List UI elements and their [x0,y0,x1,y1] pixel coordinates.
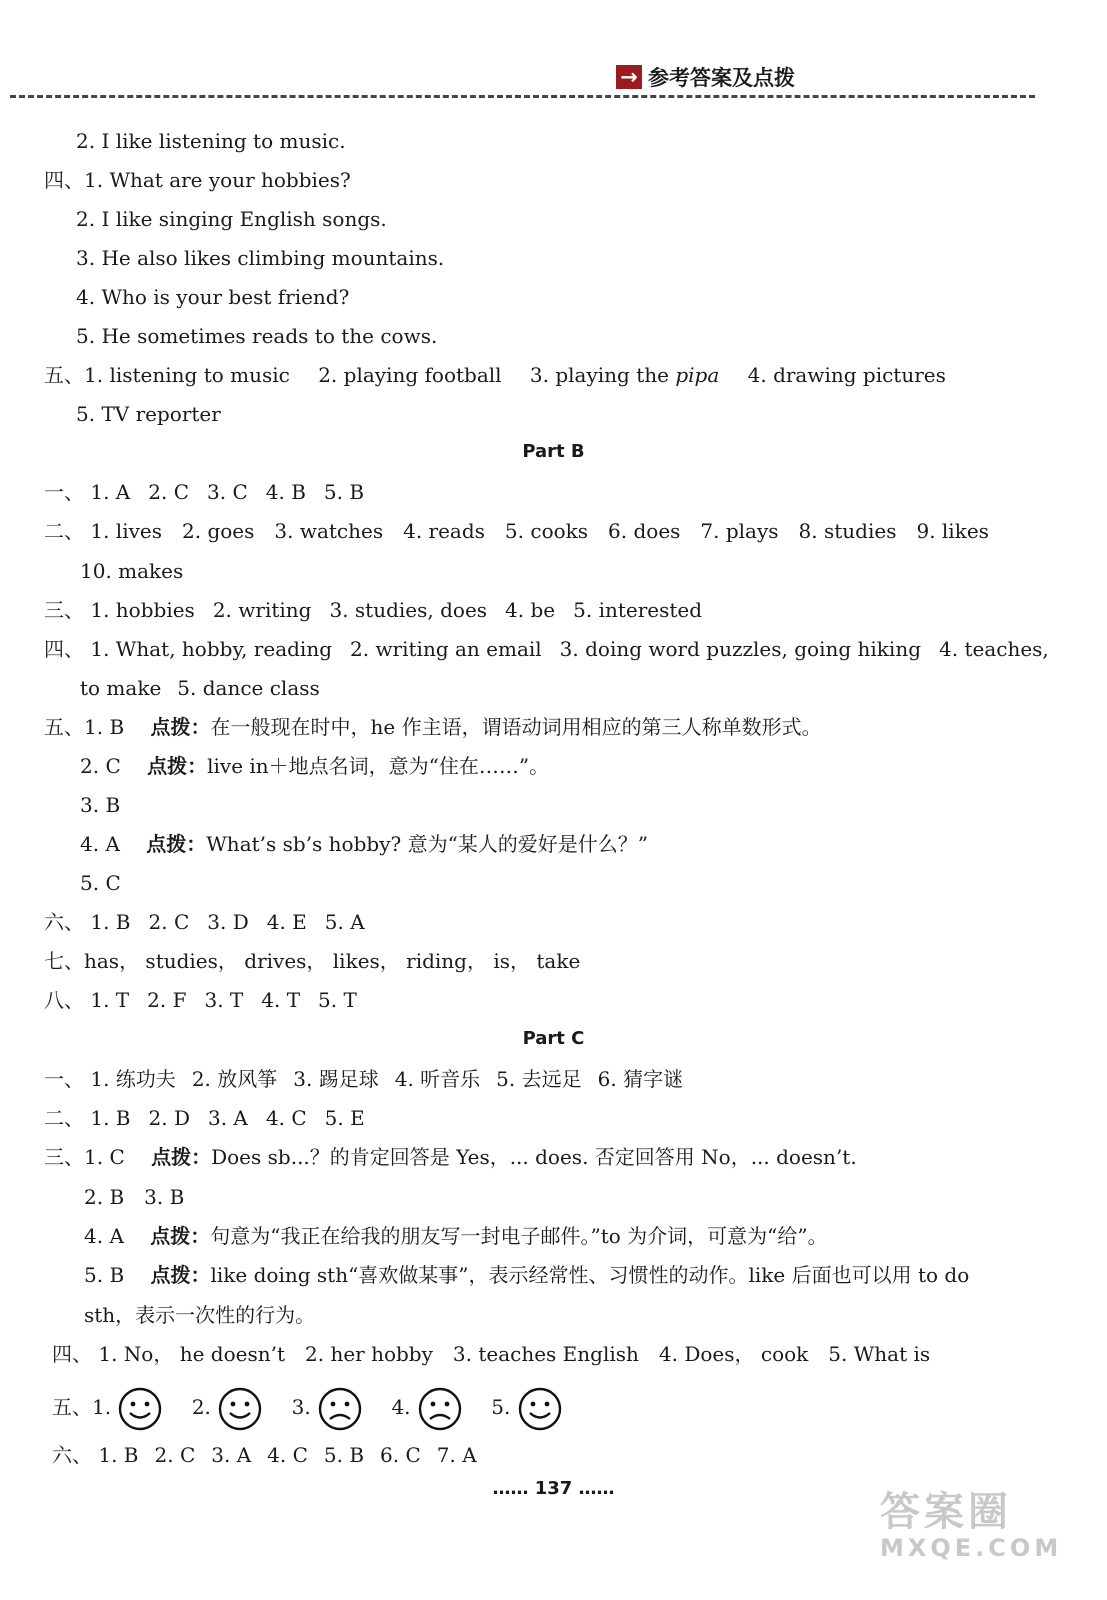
section-label: 三、 [44,598,84,622]
answer-line: 3. B [80,793,121,817]
frown-face-icon [317,1386,363,1432]
part-c-heading: Part C [522,1028,585,1049]
frown-face-icon [417,1386,463,1432]
answer-line: 六、 1. B 2. C 3. A 4. C 5. B 6. C 7. A [52,1443,477,1467]
part-b-heading: Part B [522,441,585,462]
section-label: 五、 [44,363,84,387]
section-label: 一、 [44,1067,84,1091]
answer-line: 2. I like listening to music. [76,129,346,153]
section-label: 四、 [44,637,84,661]
answer-line: 2. I like singing English songs. [76,207,387,231]
section-label: 六、 [52,1443,92,1467]
answer-line: 10. makes [80,559,184,583]
answer-line: 五、1. listening to music 2. playing football 3. playing the pipa 4. drawing pictures [44,363,946,387]
smile-face-icon [517,1386,563,1432]
answer-line: 4. Who is your best friend? [76,285,350,309]
answer-line: 4. A 点拨：句意为“我正在给我的朋友写一封电子邮件。”to 为介词，可意为“给”。 [84,1224,828,1248]
header-title-text: 参考答案及点拨 [648,66,795,90]
smile-face-icon [117,1386,163,1432]
answer-line: 二、 1. lives 2. goes 3. watches 4. reads 5. cooks 6. does 7. plays 8. studies 9. likes [44,519,989,543]
answer-line: 5. TV reporter [76,402,221,426]
answer-line: 七、has， studies， drives， likes， riding， is， take [44,949,581,973]
section-label: 三、 [44,1145,84,1169]
section-label: 四、 [52,1342,92,1366]
answer-line: 五、1. B 点拨：在一般现在时中，he 作主语，谓语动词用相应的第三人称单数形式。 [44,715,822,739]
tip-label: 点拨： [147,754,208,778]
answer-line: 一、 1. A 2. C 3. C 4. B 5. B [44,480,365,504]
answer-line: 二、 1. B 2. D 3. A 4. C 5. E [44,1106,365,1130]
answer-line: 三、 1. hobbies 2. writing 3. studies, does 4. be 5. interested [44,598,703,622]
answer-line: 4. A 点拨：What’s sb’s hobby? 意为“某人的爱好是什么？” [80,832,649,856]
tip-label: 点拨： [150,1224,211,1248]
header-title [616,62,795,92]
section-label: 四、 [44,168,84,192]
header-divider [10,95,1035,98]
answer-line: 5. C [80,871,121,895]
tip-label: 点拨： [146,832,207,856]
faces-row: 五、1. 2. 3. 4. 5. [52,1384,563,1432]
answer-line: 四、1. What are your hobbies? [44,168,351,192]
answer-line: sth，表示一次性的行为。 [84,1303,316,1327]
answer-line: 四、 1. What, hobby, reading 2. writing an email 3. doing word puzzles, going hiking 4. teaches, [44,637,1049,661]
section-label: 二、 [44,519,84,543]
answer-line: 四、 1. No， he doesn’t 2. her hobby 3. teaches English 4. Does， cook 5. What is [52,1342,931,1366]
answer-line: 2. B 3. B [84,1185,185,1209]
tip-label: 点拨： [151,1145,212,1169]
section-label: 二、 [44,1106,84,1130]
section-label: 七、 [44,949,84,973]
section-label: 六、 [44,910,84,934]
tip-label: 点拨： [150,1263,211,1287]
tip-label: 点拨： [150,715,211,739]
section-label: 五、 [52,1395,92,1419]
answer-line: 三、1. C 点拨：Does sb...？的肯定回答是 Yes，... does. 否定回答用 No，... doesn’t. [44,1145,857,1169]
answer-line: to make 5. dance class [80,676,320,700]
answer-line: 5. He sometimes reads to the cows. [76,324,438,348]
arrow-icon: → [616,65,642,89]
answer-line: 八、 1. T 2. F 3. T 4. T 5. T [44,988,357,1012]
smile-face-icon [217,1386,263,1432]
answer-line: 5. B 点拨：like doing sth“喜欢做某事”，表示经常性、习惯性的动作。like 后面也可以用 to do [84,1263,970,1287]
section-label: 八、 [44,988,84,1012]
section-label: 五、 [44,715,84,739]
page-number: …… 137 …… [492,1478,615,1499]
answer-line: 六、 1. B 2. C 3. D 4. E 5. A [44,910,365,934]
answer-line: 一、 1. 练功夫 2. 放风筝 3. 踢足球 4. 听音乐 5. 去远足 6. 猜字谜 [44,1067,684,1091]
answer-line: 2. C 点拨：live in＋地点名词，意为“住在……”。 [80,754,550,778]
watermark-logo: 答案圈 MXQE.COM [880,1489,1063,1562]
section-label: 一、 [44,480,84,504]
answer-line: 3. He also likes climbing mountains. [76,246,445,270]
